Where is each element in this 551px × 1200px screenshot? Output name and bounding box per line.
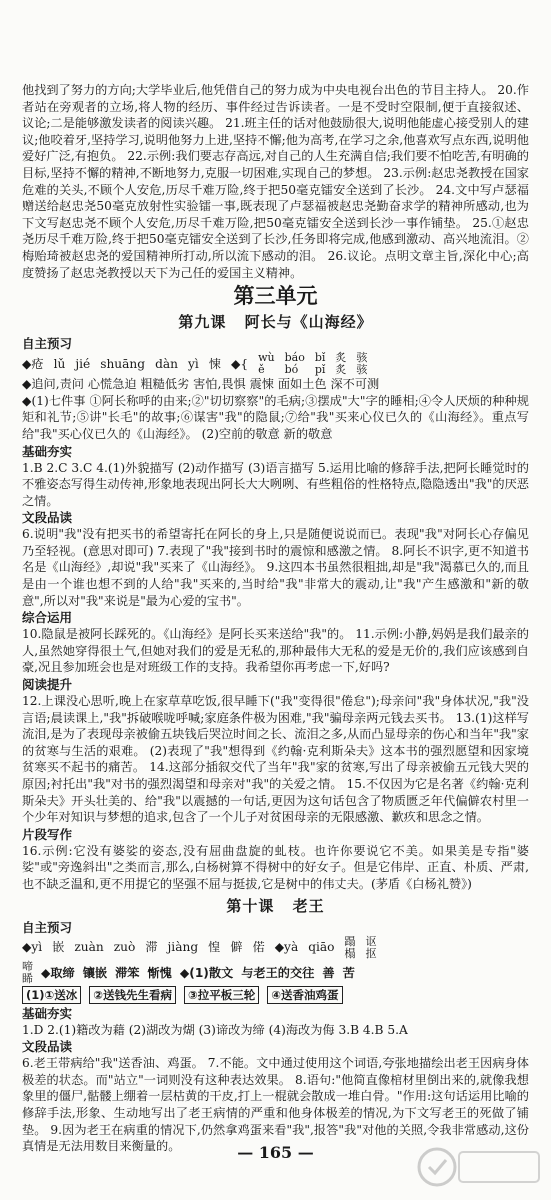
pinyin-item: ◆疮 — [22, 356, 44, 371]
word-item: ◆取缔 — [41, 965, 75, 980]
lesson9-basics: 1.B 2.C 3.C 4.(1)外貌描写 (2)动作描写 (3)语言描写 5.运用比喻的修辞手法,把阿长睡觉时的不雅姿态写得生动传神,形象地表现出阿长大大咧咧、有些粗俗的性格特点,隐隐透出"我"的厌恶之情。 — [22, 460, 529, 508]
lesson10-basics-heading: 基础夯实 — [22, 1005, 73, 1021]
lesson9-name: 阿长与《山海经》 — [244, 313, 373, 332]
pinyin-item: ◆yà — [274, 940, 299, 955]
lesson9-integrated: 10.隐鼠是被阿长踩死的。《山海经》是阿长买来送给"我"的。 11.示例:小静,妈妈是我们最亲的人,虽然她穿得很土气,但她对我们的爱是无私的,那种最伟大无私的爱是无价的,我们应该感到自豪,况且参加班会也是对班级工作的支持。我希望你再考虑一下,好吗? — [22, 627, 529, 675]
word-item: 善 — [322, 965, 335, 980]
lesson10-boxes-row — [22, 986, 529, 1004]
char-stack: 啼 睎 — [22, 959, 33, 985]
pinyin-item: 嵌 — [52, 940, 65, 955]
char-stack: 蹋 榻 — [344, 934, 356, 960]
pinyin-item: lǔ — [53, 356, 66, 371]
lesson9-reading: 6.说明"我"没有把买书的希望寄托在阿长的身上,只是随便说说而已。表现"我"对阿长心存偏见乃至轻视。(意思对即可) 7.表现了"我"接到书时的震惊和感激之情。 8.阿长不识字,更不知道书名是《山海经》,却说"我"买来了《山海经》。 9.这四本书虽然很粗拙,却是"我"渴慕已久的,而且是由一个谁也想不到的人给"我"买来的,当时给"我"非常大的震动,让"我"产生感激和"新的敬意",所以对"我"来说是"最为心爱的宝书"。 — [22, 527, 529, 608]
lesson9-integrated-heading: 综合运用 — [22, 610, 73, 626]
pinyin-item: dàn — [155, 356, 178, 371]
char-stack: 炙 炙 — [335, 351, 347, 377]
pinyin-item: 僻 — [230, 940, 243, 955]
top-paragraph: 他找到了努力的方向;大学毕业后,他凭借自己的努力成为中央电视台出色的节目主持人。 20.作者站在旁观者的立场,将人物的经历、事件经过告诉读者。一是不受时空限制,便于直接叙述、议论;二是能够激发读者的阅读兴趣。 21.班主任的话对他鼓励很大,说明他能虚心接受别人的建议;他咬着牙,坚持学习,说明他努力上进,坚持不懈;他为高考,在学习之余,他喜欢写点东西,说明他爱好广泛,有抱负。 22.示例:我们要志存高远,对自己的人生充满自信;我们要不怕吃苦,有明确的目标,坚持不懈的精神,不断地努力,克服一切困难,实现自己的梦想。 23.示例:赵忠尧教授在国家危难的关头,不顾个人安危,历尽千难万险,终于把50毫克镭安全送到了长沙。 24.文中写卢瑟福赠送给赵忠尧50毫克放射性实验镭一事,既表现了卢瑟福被赵忠尧勤奋求学的精神所感动,也为下文写赵忠尧不顾个人安危,历尽千难万险,把50毫克镭安全送到长沙一事作铺垫。 25.①赵忠尧历尽千难万险,终于把50毫克镭安全送到了长沙,任务即将完成,他感到激动、高兴地流泪。②梅贻琦被赵忠尧的爱国精神所打动,所以流下感动的泪。 26.议论。点明文章主旨,深化中心;高度赞扬了赵忠尧教授以天下为己任的爱国主义精神。 — [22, 83, 529, 280]
pinyin-item: jiàng — [167, 940, 199, 955]
lesson10-words-row — [22, 961, 529, 985]
event-box: ③拉平板三轮 — [184, 986, 259, 1004]
word-item: 苦 — [342, 965, 355, 980]
lesson9-basics-heading: 基础夯实 — [22, 443, 73, 459]
pinyin-stack: bǐ pǐ — [314, 351, 326, 377]
lesson9-self-study-heading: 自主预习 — [22, 336, 73, 352]
pinyin-item: shuāng — [100, 356, 146, 371]
pinyin-item: 偌 — [252, 940, 265, 955]
pinyin-stack: báo bó — [284, 351, 305, 377]
lesson10-reading: 6.老王带病给"我"送香油、鸡蛋。 7.不能。文中通过使用这个词语,夸张地描绘出老王因病身体极差的状态。而"站立"一词则没有这种表达效果。 8.语句:"他简直像棺材里倒出来的,就像我想象里的僵尸,骷髅上绷着一层枯黄的干皮,打上一棍就会散成一堆白骨。"作用:这句话运用比喻的修辞手法,形象、生动地写出了老王病情的严重和他身体极差的情况,为下文写老王的死做了铺垫。 9.因为老王在病重的情况下,仍然拿鸡蛋来看"我",报答"我"对他的关照,令我非常感动,这份真情是无法用数目来衡量的。 — [22, 1056, 529, 1154]
word-item: 滞笨 — [115, 965, 140, 980]
lesson10-reading-heading: 文段品读 — [22, 1039, 73, 1055]
lesson10-basics: 1.D 2.(1)籍改为藉 (2)湖改为煳 (3)谛改为缔 (4)海改为侮 3.B 4.B 5.A — [22, 1022, 408, 1037]
lesson9-title — [22, 311, 529, 333]
lesson10-title — [22, 895, 529, 917]
lesson10-name: 老王 — [292, 896, 325, 915]
lesson10-pinyin-row — [22, 936, 529, 960]
event-box: (1)①送冰 — [22, 986, 81, 1004]
lesson9-writing: 16.示例:它没有婆娑的姿态,没有屈曲盘旋的虬枝。也许你要说它不美。如果美是专指"婆娑"或"旁逸斜出"之类而言,那么,白杨树算不得树中的好女子。但是它伟岸、正直、朴质、严肃,也不缺乏温和,更不用提它的坚强不屈与挺拔,它是树中的伟丈夫。(茅盾《白杨礼赞》) — [22, 843, 529, 891]
word-item: ◆(1)散文 — [179, 965, 234, 980]
event-box: ②送钱先生看病 — [89, 986, 176, 1004]
pinyin-item: jié — [75, 356, 91, 371]
pinyin-item: zuàn — [74, 940, 104, 955]
lesson9-idioms: ◆追问,责问 心慌急迫 粗糙低劣 害怕,畏惧 震悚 面如土色 深不可测 — [22, 377, 380, 392]
page-number: — 165 — — [237, 1143, 314, 1162]
lesson9-writing-heading: 片段写作 — [22, 826, 73, 842]
pinyin-item: ◆yì — [22, 940, 43, 955]
word-item: 惭愧 — [147, 965, 172, 980]
pinyin-item: zuò — [113, 940, 136, 955]
pinyin-item: qiāo — [308, 940, 335, 955]
pinyin-item: 悚 — [208, 356, 221, 371]
lesson9-extension: 12.上课没心思听,晚上在家草草吃饭,很早睡下("我"变得很"倦怠");母亲问"我"身体状况,"我"没言语;晨读课上,"我"拆破喉咙呼喊;家庭条件极为困难,"我"骗母亲两元钱去买书。 13.(1)这样写流泪,是为了表现母亲被偷五块钱后哭泣时间之长、流泪之多,从而凸显母亲的伤心和当年"我"家的贫寒与生活的艰难。 (2)表现了"我"想得到《约翰·克利斯朵夫》这本书的强烈愿望和因家境贫寒买不起书的痛苦。 14.这部分插叙交代了当年"我"家的贫寒,写出了母亲被偷五元钱大哭的原因;衬托出"我"对书的强烈渴望和母亲对"我"的关爱之情。 15.不仅因为它是名著《约翰·克利斯朵夫》开头壮美的、给"我"以震撼的一句话,更因为这句话包含了物质匮乏年代偏僻农村里一个少年对知识与梦想的追求,包含了一个儿子对贫困母亲的无限感激、歉疚和思念之情。 — [22, 694, 529, 825]
lesson9-extension-heading: 阅读提升 — [22, 677, 73, 693]
lesson10-self-study-heading: 自主预习 — [22, 919, 73, 935]
event-box: ④送香油鸡蛋 — [267, 986, 342, 1004]
pinyin-item: 滞 — [145, 940, 158, 955]
word-item: 与老王的交往 — [241, 965, 315, 980]
word-item: 镶嵌 — [82, 965, 108, 980]
unit-title: 第三单元 — [233, 284, 318, 309]
watermark-logo — [415, 1138, 545, 1196]
lesson9-pinyin-row: ◆疮 lǔ jié shuāng dàn yì 悚 ◆{ wù ě báo bó bǐ pǐ 炙 炙 骇 骇 — [22, 351, 368, 377]
char-stack: 骇 骇 — [356, 351, 368, 377]
pinyin-stack: wù ě — [258, 351, 275, 377]
pinyin-item: yì — [188, 356, 199, 371]
lesson10-number: 第十课 — [226, 896, 275, 915]
lesson9-structure: ◆(1)七件事 ①阿长称呼的由来;②"切切察察"的毛病;③摆成"大"字的睡相;④令人厌烦的种种规矩和礼节;⑤讲"长毛"的故事;⑥谋害"我"的隐鼠;⑦给"我"买来心仪已久的《山海经》。重点写给"我"买心仪已久的《山海经》。 (2)空前的敬意 新的敬意 — [22, 393, 529, 441]
pinyin-item: 惶 — [208, 940, 221, 955]
lesson9-number: 第九课 — [178, 313, 227, 332]
char-stack: 讴 抠 — [365, 934, 377, 960]
lesson9-reading-heading: 文段品读 — [22, 510, 73, 526]
